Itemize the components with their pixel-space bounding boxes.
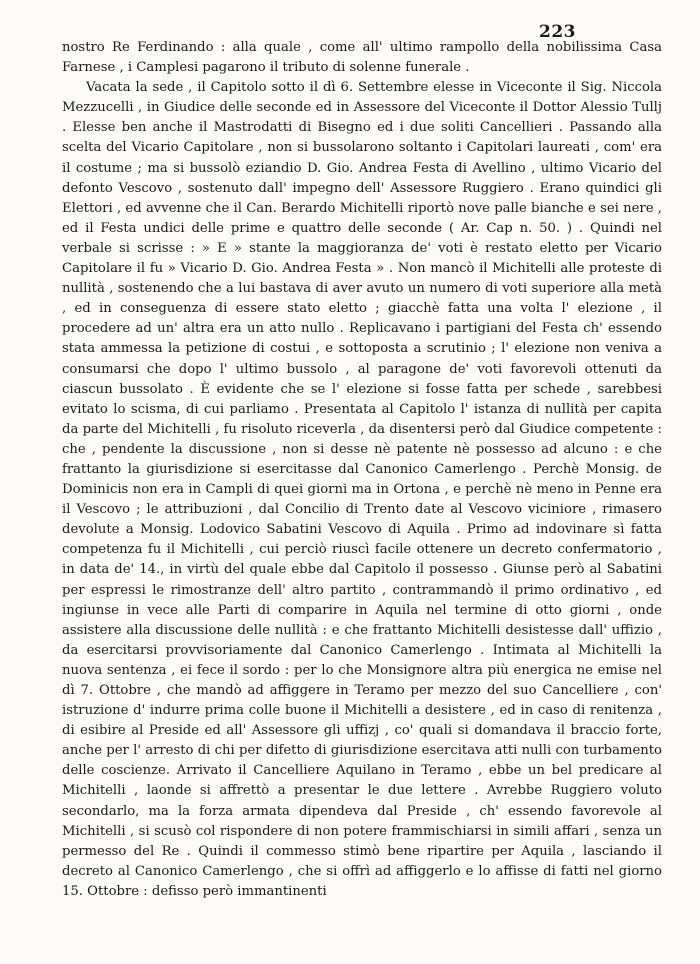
paragraph-1: nostro Re Ferdinando : alla quale , come all' ultimo rampollo della nobilissima Casa Farnese , i Camplesi pagarono il tributo di solenne funerale . — [62, 40, 662, 76]
paragraph-2: Vacata la sede , il Capitolo sotto il dì 6. Settembre elesse in Viceconte il Sig. Niccola Mezzucelli , in Giudice delle seconde ed in Assessore del Viceconte il Dottor Alessio Tullj . Elesse ben anche il Mastrodatti di Bisegno ed i due soliti Cancellieri . Passando alla scelta del Vicario Capitolare , non si bussolarono soltanto i Capitolari laureati , com' era il costume ; ma si bussolò eziandio D. Gio. Andrea Festa di Avellino , ultimo Vicario del defonto Vescovo , sostenuto dall' impegno dell' Assessore Ruggiero . Erano quindici gli Elettori , ed avvenne che il Can. Berardo Michitelli riportò nove palle bianche e sei nere , ed il Festa undici delle prime e quattro delle seconde ( Ar. Cap n. 50. ) . Quindi nel verbale si scrisse : » E » stante la maggioranza de' voti è restato eletto per Vicario Capitolare il fu » Vicario D. Gio. Andrea Festa » . Non mancò il Michitelli alle proteste di nullità , sostenendo che a lui bastava di aver avuto un numero di voti superiore alla metà , ed in conseguenza di essere stato eletto ; giacchè fatta una volta l' elezione , il procedere ad un' altra era un atto nullo . Replicavano i partigiani del Festa ch' essendo stata ammessa la petizione di costui , e sottoposta a scrutinio ; l' elezione non veniva a consumarsi che dopo l' ultimo bussolo , al paragone de' voti favorevoli ottenuti da ciascun bussolato . È evidente che se l' elezione si fosse fatta per schede , sarebbesi evitato lo scisma, di cui parliamo . Presentata al Capitolo l' istanza di nullità per capita da parte del Michitelli , fu risoluto riceverla , da disentersi però dal Giudice competente : che , pendente la discussione , non si desse nè patente nè possesso ad alcuno : e che frattanto la giurisdizione si esercitasse dal Canonico Camerlengo . Perchè Monsig. de Dominicis non era in Campli di quei giorni ma in Ortona , e perchè nè meno in Penne era il Vescovo ; le attribuzioni , dal Concilio di Trento date al Vescovo viciniore , rimasero devolute a Monsig. Lodovico Sabatini Vescovo di Aquila . Primo ad indovinare sì fatta competenza fu il Michitelli , cui perciò riuscì facile ottenere un decreto confermatorio , in data de' 14., in virtù del quale ebbe dal Capitolo il possesso . Giunse però al Sabatini per espressi le rimostranze dell' altro partito , contrammandò il primo ordinativo , ed ingiunse in vece alle Parti di comparire in Aquila nel termine di otto giorni , onde assistere alla discussione delle nullità : e che frattanto Michitelli desistesse dall' uffizio , da esercitarsi provvisoriamente dal Canonico Camerlengo . Intimata al Michitelli la nuova sentenza , ei fece il sordo : per lo che Monsignore altra più energica ne emise nel dì 7. Ottobre , che mandò ad affiggere in Teramo per mezzo del suo Cancelliere , con' istruzione d' indurre prima colle buone il Michitelli a desistere , ed in caso di renitenza , di esibire al Preside ed all' Assessore gli uffizj , co' quali si domandava il braccio forte, anche per l' arresto di chi per difetto di giurisdizione esercitava atti nulli con turbamento delle coscienze. Arrivato il Cancelliere Aquilano in Teramo , ebbe un bel predicare al Michitelli , laonde si affrettò a presentar le due lettere . Avrebbe Ruggiero voluto secondarlo, ma la forza armata dipendeva dal Preside , ch' essendo favorevole al Michitelli , si scusò col rispondere di non potere frammischiarsi in simili affari , senza un permesso del Re . Quindi il commesso stimò bene ripartire per Aquila , lasciando il decreto al Canonico Camerlengo , che si offrì ad affiggerlo e lo affisse di fatti nel giorno 15. Ottobre : defisso però immantinenti — [62, 80, 662, 899]
page-number: 223 — [539, 22, 576, 42]
body-text — [62, 38, 662, 902]
